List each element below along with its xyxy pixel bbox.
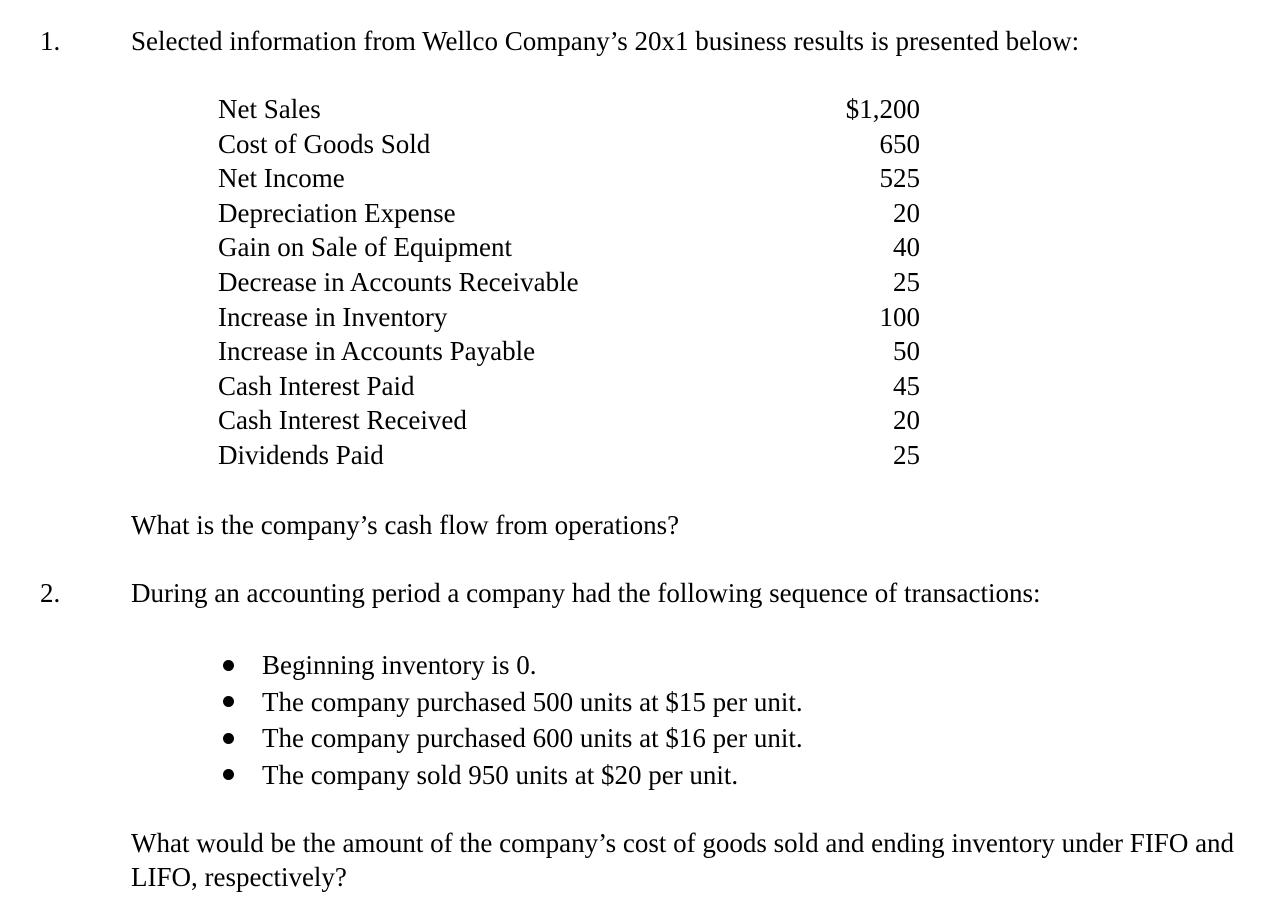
list-item-text: The company sold 950 units at $20 per unit. <box>262 759 739 790</box>
bullet-icon <box>223 733 234 744</box>
question-1-number: 1. <box>40 26 61 56</box>
item-label: Cost of Goods Sold <box>218 128 431 159</box>
table-row <box>218 92 920 127</box>
item-value: 50 <box>893 336 920 367</box>
table-row <box>218 438 920 473</box>
item-value: 20 <box>893 197 920 228</box>
table-row <box>218 196 920 231</box>
list-item <box>218 647 803 684</box>
item-value: 20 <box>893 405 920 436</box>
item-label: Decrease in Accounts Receivable <box>218 266 579 297</box>
bullet-icon <box>223 660 234 671</box>
item-label: Net Sales <box>218 94 321 124</box>
item-label: Cash Interest Received <box>218 405 467 436</box>
table-row <box>218 334 920 369</box>
table-row <box>218 403 920 438</box>
financial-data-table <box>218 92 920 473</box>
list-item <box>218 684 803 721</box>
item-label: Net Income <box>218 163 345 194</box>
item-label: Depreciation Expense <box>218 197 456 228</box>
list-item <box>218 720 803 757</box>
item-label: Cash Interest Paid <box>218 370 415 401</box>
question-1-intro: Selected information from Wellco Company’s 20x1 business results is presented below: <box>131 26 1080 56</box>
list-item-text: The company purchased 600 units at $16 per unit. <box>262 723 803 754</box>
question-2-number: 2. <box>40 578 61 608</box>
question-2-prompt: What would be the amount of the company’s cost of goods sold and ending inventory under FIFO and LIFO, respectively? <box>131 828 1235 892</box>
item-value: 525 <box>879 163 920 194</box>
item-value: 25 <box>893 439 920 470</box>
list-item-text: The company purchased 500 units at $15 per unit. <box>262 686 803 717</box>
list-item <box>218 757 803 794</box>
item-value: 40 <box>893 232 920 263</box>
table-row <box>218 300 920 335</box>
item-value: 650 <box>879 128 920 159</box>
table-row <box>218 265 920 300</box>
item-label: Dividends Paid <box>218 439 384 470</box>
item-value: $1,200 <box>845 94 920 124</box>
question-1-prompt: What is the company’s cash flow from operations? <box>131 510 680 540</box>
item-value: 100 <box>879 301 920 332</box>
item-value: 45 <box>893 370 920 401</box>
question-2-intro: During an accounting period a company had the following sequence of transactions: <box>131 578 1041 608</box>
table-row <box>218 369 920 404</box>
table-row <box>218 230 920 265</box>
list-item-text: Beginning inventory is 0. <box>262 650 537 681</box>
item-label: Gain on Sale of Equipment <box>218 232 512 263</box>
bullet-icon <box>223 696 234 707</box>
transaction-list <box>218 647 803 793</box>
item-label: Increase in Accounts Payable <box>218 336 536 367</box>
item-label: Increase in Inventory <box>218 301 448 332</box>
table-row <box>218 127 920 162</box>
bullet-icon <box>223 769 234 780</box>
table-row <box>218 161 920 196</box>
item-value: 25 <box>893 266 920 297</box>
